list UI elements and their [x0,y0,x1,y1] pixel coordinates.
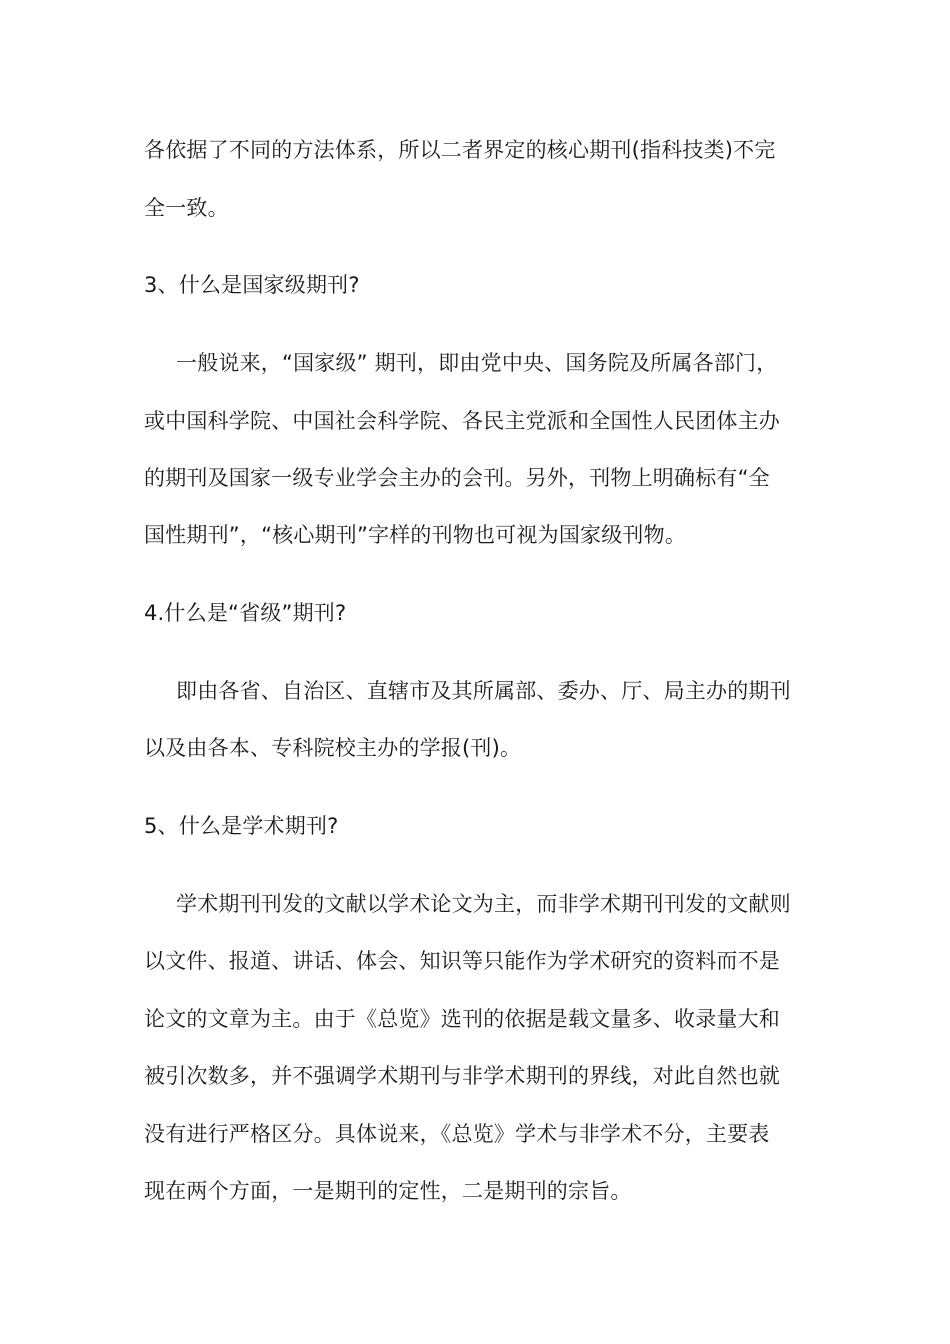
paragraph-line: 学术期刊刊发的文献以学术论文为主，而非学术期刊刊发的文献则 [176,892,791,916]
paragraph-line: 即由各省、自治区、直辖市及其所属部、委办、厅、局主办的期刊 [176,679,791,703]
paragraph-line: 全一致。 [144,196,229,220]
paragraph-line: 没有进行严格区分。具体说来，《总览》学术与非学术不分，主要表 [144,1122,770,1146]
paragraph-line: 以及由各本、专科院校主办的学报(刊)。 [144,736,522,760]
paragraph-line: 的期刊及国家一级专业学会主办的会刊。另外，刊物上明确标有“全 [144,466,770,490]
paragraph-line: 各依据了不同的方法体系，所以二者界定的核心期刊(指科技类)不完 [144,138,776,162]
paragraph-line: 被引次数多，并不强调学术期刊与非学术期刊的界线，对此自然也就 [144,1064,780,1088]
paragraph-line: 论文的文章为主。由于《总览》选刊的依据是载文量多、收录量大和 [144,1007,780,1031]
paragraph-line: 现在两个方面，一是期刊的定性，二是期刊的宗旨。 [144,1179,632,1203]
section-heading: 4.什么是“省级”期刊? [144,601,347,625]
paragraph-line: 或中国科学院、中国社会科学院、各民主党派和全国性人民团体主办 [144,409,780,433]
section-heading: 3、什么是国家级期刊? [144,273,360,297]
paragraph-line: 一般说来，“国家级” 期刊，即由党中央、国务院及所属各部门， [176,351,778,375]
paragraph-line: 国性期刊”，“核心期刊”字样的刊物也可视为国家级刊物。 [144,523,687,547]
paragraph-line: 以文件、报道、讲话、体会、知识等只能作为学术研究的资料而不是 [144,949,780,973]
section-heading: 5、什么是学术期刊? [144,814,339,838]
